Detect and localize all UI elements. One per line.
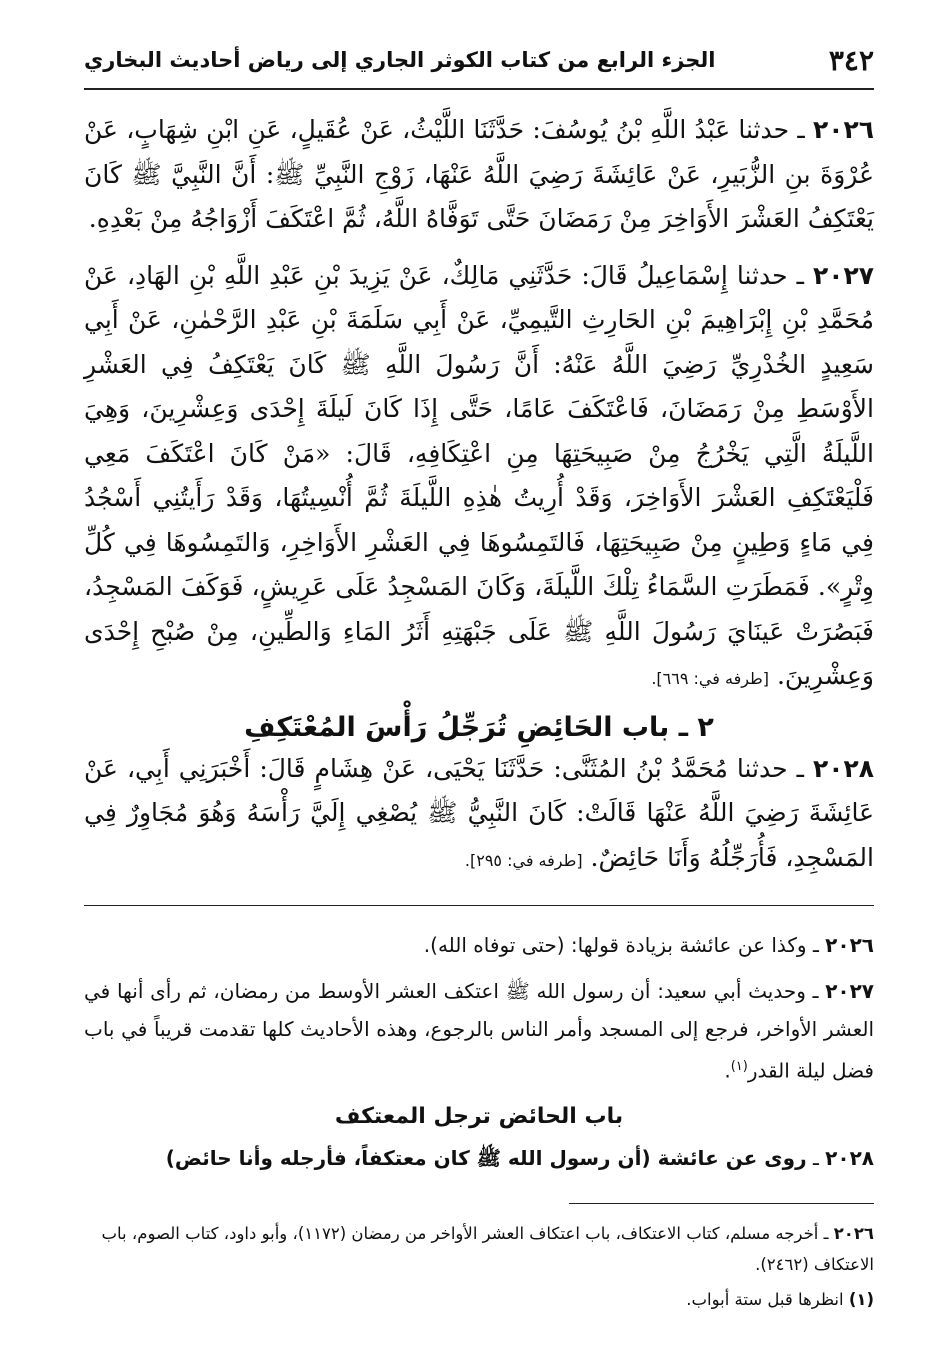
hadith-text: حدثنا مُحَمَّدُ بْنُ المُثَنَّى: حَدَّثَنَا يَحْيَى، عَنْ هِشَامٍ قَالَ: أَخْبَرَنِي أَبِي، عَنْ عَائِشَةَ رَضِيَ اللَّهُ عَنْهَا قَالَتْ: كَانَ النَّبِيُّ ﷺ يُصْغِي إِلَيَّ رَأْسَهُ وَهُوَ مُجَاوِرٌ فِي المَسْجِدِ، فَأُرَجِّلُهُ وَأَنَا حَائِضٌ. (84, 753, 874, 872)
footnote-1 (84, 1284, 874, 1315)
commentary-divider (84, 905, 874, 906)
chapter-heading: ٢ ـ باب الحَائِضِ تُرَجِّلُ رَأْسَ المُعْتَكِفِ (244, 711, 714, 743)
page (84, 38, 874, 1319)
hadith-number: ٢٠٢٧ (812, 260, 875, 290)
hadith-reference: [طرفه في: ٦٦٩]. (651, 669, 770, 688)
hadith-2027: ٢٠٢٧ ـ حدثنا إِسْمَاعِيلُ قَالَ: حَدَّثَنِي مَالِكٌ، عَنْ يَزِيدَ بْنِ عَبْدِ اللَّهِ بْنِ الهَادِ، عَنْ مُحَمَّدِ بْنِ إِبْرَاهِيمَ بْنِ الحَارِثِ التَّيمِيِّ، عَنْ أَبِي سَلَمَةَ بْنِ عَبْدِ الرَّحْمٰنِ، عَنْ أَبِي سَعِيدٍ الخُدْرِيِّ رَضِيَ اللَّهُ عَنْهُ: أَنَّ رَسُولَ اللَّهِ ﷺ كَانَ يَعْتَكِفُ فِي العَشْرِ الأَوْسَطِ مِنْ رَمَضَانَ، فَاعْتَكَفَ عَامًا، حَتَّى إِذَا كَانَ لَيلَةَ إِحْدَى وَعِشْرِينَ، وَهِيَ اللَّيلَةُ الَّتِي يَخْرُجُ مِنْ صَبِيحَتِهَا مِنِ اعْتِكَافِهِ، قَالَ: «مَنْ كَانَ اعْتَكَفَ مَعِي فَلْيَعْتَكِفِ العَشْرَ الأَوَاخِرَ، وَقَدْ أُرِيتُ هٰذِهِ اللَّيلَةَ ثُمَّ أُنْسِيتُهَا، وَقَدْ رَأَيتُنِي أَسْجُدُ فِي مَاءٍ وَطِينٍ مِنْ صَبِيحَتِهَا، فَالتَمِسُوهَا فِي العَشْرِ الأَوَاخِرِ، وَالتَمِسُوهَا فِي كُلِّ وِتْرٍ». فَمَطَرَتِ السَّمَاءُ تِلْكَ اللَّيلَةَ، وَكَانَ المَسْجِدُ عَلَى عَرِيشٍ، فَوَكَفَ المَسْجِدُ، فَبَصُرَتْ عَينَايَ رَسُولَ اللَّهِ ﷺ عَلَى جَبْهَتِهِ أَثَرُ المَاءِ وَالطِّينِ، مِنْ صُبْحِ إِحْدَى وَعِشْرِينَ. [طرفه في: ٦٦٩]. (84, 260, 875, 690)
hadith-number: ٢٠٢٦ (812, 115, 874, 144)
hadith-reference: [طرفه في: ٢٩٥]. (464, 850, 583, 870)
commentary-text: وكذا عن عائشة بزيادة قولها: (حتى توفاه الله). (423, 933, 807, 957)
hadith-2026: ٢٠٢٦ ـ حدثنا عَبْدُ اللَّهِ بْنُ يُوسُفَ: حَدَّثَنَا اللَّيْثُ، عَنْ عُقَيلٍ، عَنِ ابْنِ شِهَابٍ، عَنْ عُرْوَةَ بنِ الزُّبَيرِ، عَنْ عَائِشَةَ رَضِيَ اللَّهُ عَنْهَا، زَوْجِ النَّبِيِّ ﷺ: أَنَّ النَّبِيَّ ﷺ كَانَ يَعْتَكِفُ العَشْرَ الأَوَاخِرَ مِنْ رَمَضَانَ حَتَّى تَوَفَّاهُ اللَّهُ، ثُمَّ اعْتَكَفَ أَزْوَاجُهُ مِنْ بَعْدِهِ. (84, 115, 874, 233)
hadith-text: حدثنا إِسْمَاعِيلُ قَالَ: حَدَّثَنِي مَالِكٌ، عَنْ يَزِيدَ بْنِ عَبْدِ اللَّهِ بْنِ الهَادِ، عَنْ مُحَمَّدِ بْنِ إِبْرَاهِيمَ بْنِ الحَارِثِ التَّيمِيِّ، عَنْ أَبِي سَلَمَةَ بْنِ عَبْدِ الرَّحْمٰنِ، عَنْ أَبِي سَعِيدٍ الخُدْرِيِّ رَضِيَ اللَّهُ عَنْهُ: أَنَّ رَسُولَ اللَّهِ ﷺ كَانَ يَعْتَكِفُ فِي العَشْرِ الأَوْسَطِ مِنْ رَمَضَانَ، فَاعْتَكَفَ عَامًا، حَتَّى إِذَا كَانَ لَيلَةَ إِحْدَى وَعِشْرِينَ، وَهِيَ اللَّيلَةُ الَّتِي يَخْرُجُ مِنْ صَبِيحَتِهَا مِنِ اعْتِكَافِهِ، قَالَ: «مَنْ كَانَ اعْتَكَفَ مَعِي فَلْيَعْتَكِفِ العَشْرَ الأَوَاخِرَ، وَقَدْ أُرِيتُ هٰذِهِ اللَّيلَةَ ثُمَّ أُنْسِيتُهَا، وَقَدْ رَأَيتُنِي أَسْجُدُ فِي مَاءٍ وَطِينٍ مِنْ صَبِيحَتِهَا، فَالتَمِسُوهَا فِي العَشْرِ الأَوَاخِرِ، وَالتَمِسُوهَا فِي كُلِّ وِتْرٍ». فَمَطَرَتِ السَّمَاءُ تِلْكَ اللَّيلَةَ، وَكَانَ المَسْجِدُ عَلَى عَرِيشٍ، فَوَكَفَ المَسْجِدُ، فَبَصُرَتْ عَينَايَ رَسُولَ اللَّهِ ﷺ عَلَى جَبْهَتِهِ أَثَرُ المَاءِ وَالطِّينِ، مِنْ صُبْحِ إِحْدَى وَعِشْرِينَ. (84, 260, 874, 690)
footnote-text: انظرها قبل ستة أبواب. (686, 1289, 844, 1309)
running-header (84, 38, 874, 90)
book-title: الجزء الرابع من كتاب الكوثر الجاري إلى رياض أحاديث البخاري (84, 48, 716, 72)
commentary-chapter-heading: باب الحائض ترجل المعتكف (334, 1103, 624, 1129)
commentary-2026: ٢٠٢٦ ـ وكذا عن عائشة بزيادة قولها: (حتى توفاه الله). (423, 933, 874, 957)
footnote-number: (١) (848, 1289, 874, 1309)
page-number: ٣٤٢ (828, 43, 874, 77)
footnote-text: أخرجه مسلم، كتاب الاعتكاف، باب اعتكاف العشر الأواخر من رمضان (١١٧٢)، وأبو داود، كتاب الصوم، باب الاعتكاف (٢٤٦٢). (101, 1223, 874, 1274)
commentary-2027: ٢٠٢٧ ـ وحديث أبي سعيد: أن رسول الله ﷺ اعتكف العشر الأوسط من رمضان، ثم رأى أنها في العشر الأواخر، فرجع إلى المسجد وأمر الناس بالرجوع، وهذه الأحاديث كلها تقدمت قريباً في باب فضل ليلة القدر$^{(١)}$. (84, 979, 875, 1083)
commentary-number: ٢٠٢٧ (825, 979, 875, 1003)
commentary-number: ٢٠٢٨ (825, 1145, 874, 1170)
footnote-divider (569, 1203, 874, 1204)
hadith-number: ٢٠٢٨ (812, 753, 874, 783)
hadith-text: حدثنا عَبْدُ اللَّهِ بْنُ يُوسُفَ: حَدَّثَنَا اللَّيْثُ، عَنْ عُقَيلٍ، عَنِ ابْنِ شِهَابٍ، عَنْ عُرْوَةَ بنِ الزُّبَيرِ، عَنْ عَائِشَةَ رَضِيَ اللَّهُ عَنْهَا، زَوْجِ النَّبِيِّ ﷺ: أَنَّ النَّبِيَّ ﷺ كَانَ يَعْتَكِفُ العَشْرَ الأَوَاخِرَ مِنْ رَمَضَانَ حَتَّى تَوَفَّاهُ اللَّهُ، ثُمَّ اعْتَكَفَ أَزْوَاجُهُ مِنْ بَعْدِهِ. (84, 115, 874, 233)
footnote-2026: ٢٠٢٦ ـ أخرجه مسلم، كتاب الاعتكاف، باب اعتكاف العشر الأواخر من رمضان (١١٧٢)، وأبو داود، كتاب الصوم، باب الاعتكاف (٢٤٦٢). (101, 1223, 874, 1274)
commentary-text: روى عن عائشة (أن رسول الله ﷺ كان معتكفاً، فأرجله وأنا حائض) (165, 1145, 807, 1170)
commentary-text: وحديث أبي سعيد: أن رسول الله ﷺ اعتكف العشر الأوسط من رمضان، ثم رأى أنها في العشر الأواخر، فرجع إلى المسجد وأمر الناس بالرجوع، وهذه الأحاديث كلها تقدمت قريباً في باب فضل ليلة القدر (84, 979, 874, 1083)
footnote-number: ٢٠٢٦ (833, 1223, 874, 1243)
hadith-2028: ٢٠٢٨ ـ حدثنا مُحَمَّدُ بْنُ المُثَنَّى: حَدَّثَنَا يَحْيَى، عَنْ هِشَامٍ قَالَ: أَخْبَرَنِي أَبِي، عَنْ عَائِشَةَ رَضِيَ اللَّهُ عَنْهَا قَالَتْ: كَانَ النَّبِيُّ ﷺ يُصْغِي إِلَيَّ رَأْسَهُ وَهُوَ مُجَاوِرٌ فِي المَسْجِدِ، فَأُرَجِّلُهُ وَأَنَا حَائِضٌ. [طرفه في: ٢٩٥]. (84, 753, 874, 872)
commentary-number: ٢٠٢٦ (825, 933, 874, 957)
commentary-2028: ٢٠٢٨ ـ روى عن عائشة (أن رسول الله ﷺ كان معتكفاً، فأرجله وأنا حائض) (165, 1145, 874, 1170)
footnote-marker: (١) (730, 1059, 748, 1074)
